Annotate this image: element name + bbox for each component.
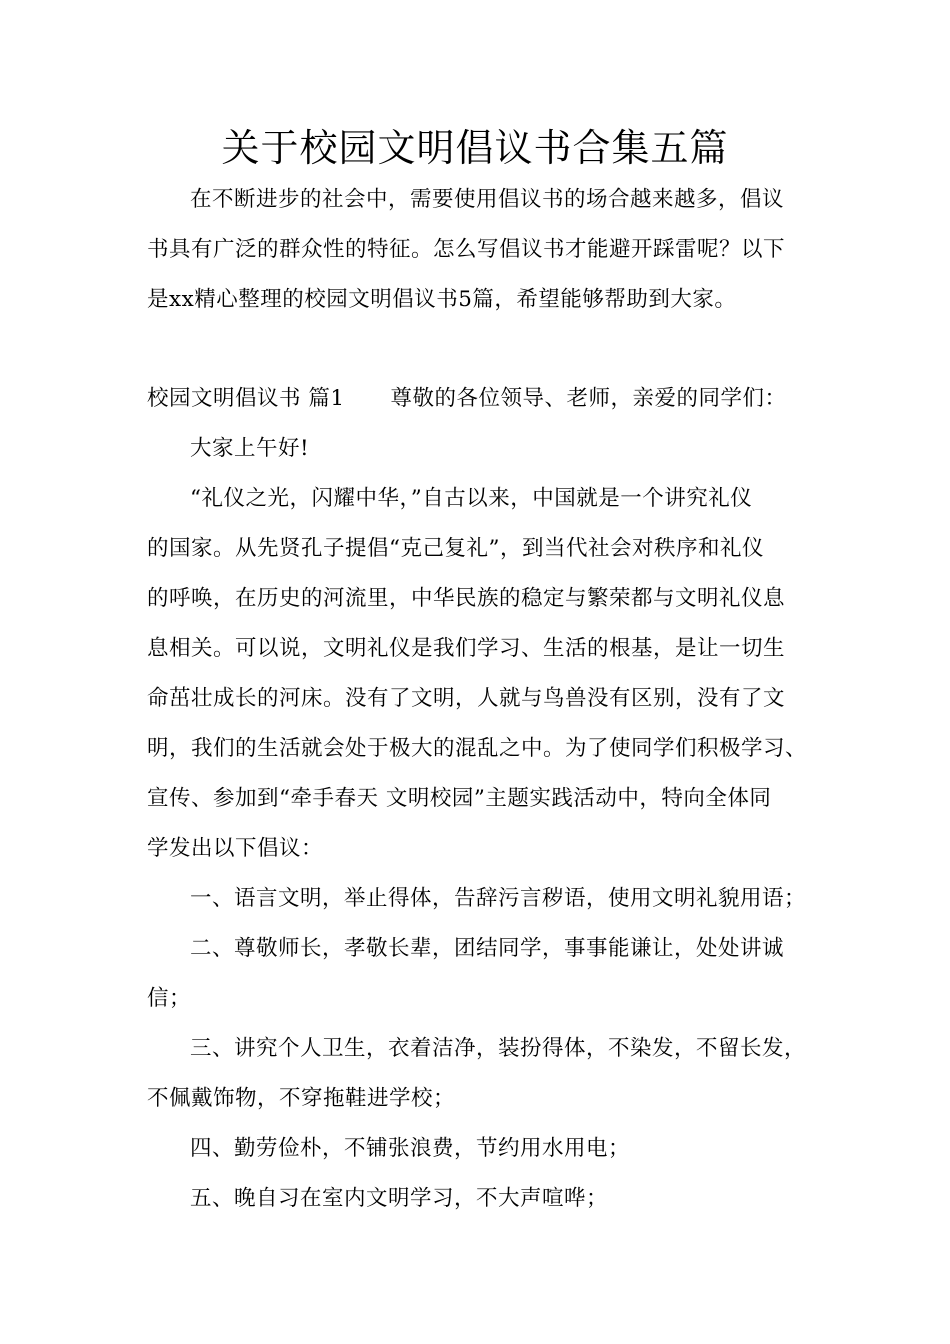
proposal-3-line-1: 三、讲究个人卫生，衣着洁净，装扮得体，不染发，不留长发， [190,1036,807,1061]
body-line-4: 息相关。可以说，文明礼仪是我们学习、生活的根基，是让一切生 [147,636,786,661]
body-line-7: 宣传、参加到“牵手春天 文明校园”主题实践活动中，特向全体同 [147,786,772,811]
salutation: 尊敬的各位领导、老师，亲爱的同学们： [390,386,787,411]
body-line-3: 的呼唤，在历史的河流里，中华民族的稳定与繁荣都与文明礼仪息 [147,586,786,611]
proposal-2-line-1: 二、尊敬师长，孝敬长辈，团结同学，事事能谦让，处处讲诚 [190,936,785,961]
body-line-8: 学发出以下倡议： [147,836,324,861]
proposal-1: 一、语言文明，举止得体，告辞污言秽语，使用文明礼貌用语； [190,886,807,911]
body-line-1: “礼仪之光，闪耀中华，”自古以来，中国就是一个讲究礼仪 [190,486,753,511]
intro-line-1: 在不断进步的社会中，需要使用倡议书的场合越来越多，倡议 [190,187,785,212]
body-line-2: 的国家。从先贤孔子提倡“克己复礼”，到当代社会对秩序和礼仪 [147,536,764,561]
proposal-4: 四、勤劳俭朴，不铺张浪费，节约用水用电； [190,1136,631,1161]
intro-line-3: 是xx精心整理的校园文明倡议书5篇，希望能够帮助到大家。 [147,287,737,312]
body-line-6: 明，我们的生活就会处于极大的混乱之中。为了使同学们积极学习、 [147,736,808,761]
section-heading-row [147,384,787,414]
proposal-2-line-2: 信； [147,986,192,1011]
proposal-5: 五、晚自习在室内文明学习，不大声喧哗； [190,1186,609,1211]
section-heading: 校园文明倡议书 篇1 [147,386,345,411]
proposal-3-line-2: 不佩戴饰物，不穿拖鞋进学校； [147,1086,456,1111]
greeting: 大家上午好! [190,436,310,461]
body-line-5: 命茁壮成长的河床。没有了文明，人就与鸟兽没有区别，没有了文 [147,686,786,711]
document-title: 关于校园文明倡议书合集五篇 [221,126,729,170]
intro-line-2: 书具有广泛的群众性的特征。怎么写倡议书才能避开踩雷呢？以下 [147,237,786,262]
